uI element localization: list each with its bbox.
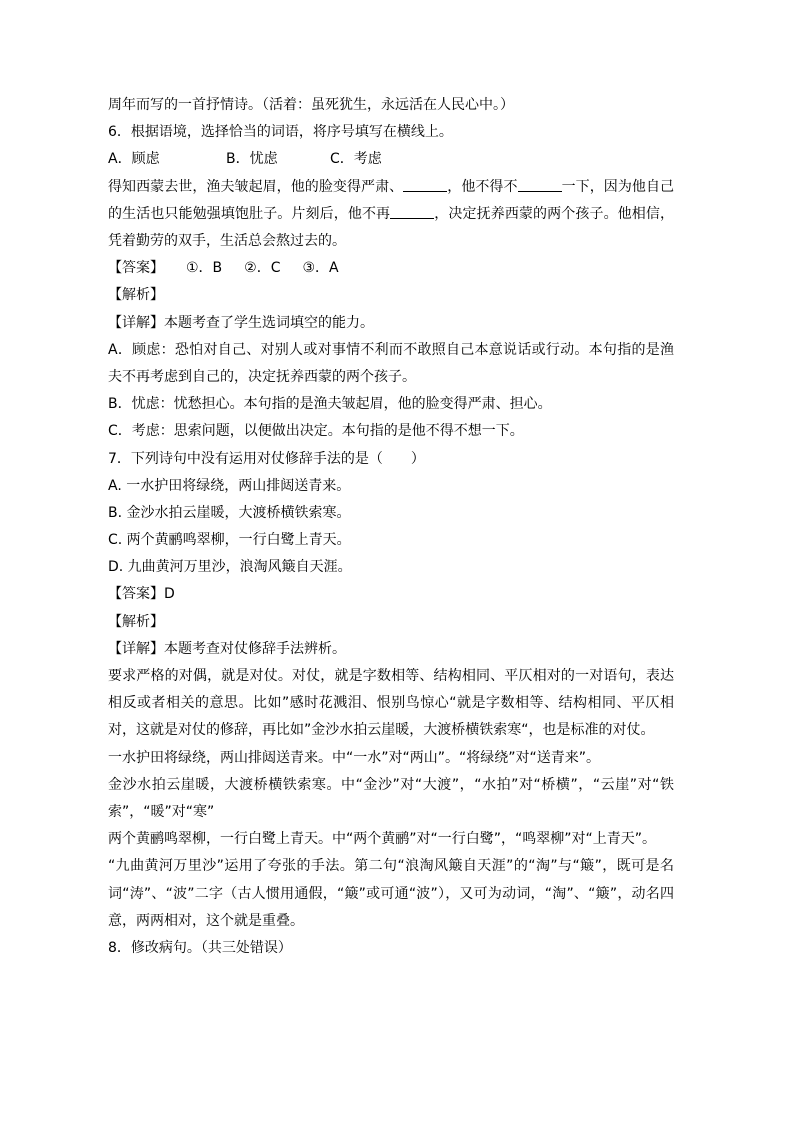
q7-option-d: D. 九曲黄河万里沙，浪淘风簸自天涯。 bbox=[108, 559, 352, 576]
question-6-analysis-label: 【解析】 bbox=[108, 287, 164, 304]
question-6-explanation-b: B．忧虑：忧愁担心。本句指的是渔夫皱起眉，他的脸变得严肃、担心。 bbox=[108, 396, 552, 413]
q7-option-c: C. 两个黄鹂鸣翠柳，一行白鹭上青天。 bbox=[108, 532, 351, 549]
question-6-explanation-c: C．考虑：思索问题，以便做出决定。本句指的是他不得不想一下。 bbox=[108, 423, 524, 440]
question-7-paragraph-2: 一水护田将绿绕，两山排闼送青来。中“一水”对“两山”。“将绿绕”对“送青来”。 bbox=[108, 749, 601, 766]
question-7-paragraph-3: 金沙水拍云崖暖，大渡桥横铁索寒。中“金沙”对“大渡”，“水拍”对“桥横”，“云崖”对“铁索”，“暖”对“寒” bbox=[108, 776, 674, 821]
document-page bbox=[108, 92, 674, 962]
question-7-title: 7．下列诗句中没有运用对仗修辞手法的是（ ） bbox=[108, 450, 425, 467]
q6-answer-1: ①．B bbox=[186, 260, 223, 277]
q6-answer-2: ②．C bbox=[244, 260, 281, 277]
q6-answer-3: ③．A bbox=[302, 260, 339, 277]
question-6-detail: 【详解】本题考查了学生选词填空的能力。 bbox=[108, 314, 374, 331]
q6-blank-3 bbox=[390, 204, 434, 219]
question-6-explanation-a: A．顾虑：恐怕对自己、对别人或对事情不利而不敢照自己本意说话或行动。本句指的是渔夫不再考虑到自己的，决定抚养西蒙的两个孩子。 bbox=[108, 341, 674, 385]
q7-option-a: A. 一水护田将绿绕，两山排闼送青来。 bbox=[108, 477, 351, 494]
q6-blank-2 bbox=[518, 177, 562, 192]
q6-passage-part-4: ，决定抚养西蒙的两个孩子。他相信，凭着勤劳的双手，生活总会熬过去的。 bbox=[108, 205, 675, 249]
q6-passage-part-3: 一下，因为他自己的生活也只能勉强填饱肚子。片刻后，他不再 bbox=[108, 178, 675, 222]
q6-option-c: C．考虑 bbox=[330, 151, 382, 168]
q6-blank-1 bbox=[403, 177, 447, 192]
q7-option-b: B. 金沙水拍云崖暖，大渡桥横铁索寒。 bbox=[108, 504, 351, 521]
q6-option-a: A．顾虑 bbox=[108, 151, 160, 168]
question-7-paragraph-5: “九曲黄河万里沙”运用了夸张的手法。第二句“浪淘风簸自天涯”的“淘”与“簸”，既可是名词“涛”、“波”二字（古人惯用通假，“簸”或可通“波”），又可为动词，“淘”、“簸”，动名四意，两两相对，这个就是重叠。 bbox=[108, 858, 674, 929]
question-7-analysis-label: 【解析】 bbox=[108, 613, 164, 630]
intro-tail-line: 周年而写的一首抒情诗。（活着：虽死犹生，永远活在人民心中。） bbox=[108, 97, 514, 113]
q6-passage-part-2: ，他不得不 bbox=[447, 178, 518, 195]
question-7-answer: 【答案】D bbox=[108, 586, 175, 603]
question-7-paragraph-1: 要求严格的对偶，就是对仗。对仗，就是字数相等、结构相同、平仄相对的一对语句，表达相反或者相关的意思。比如”感时花溅泪、恨别鸟惊心“就是字数相等、结构相同、平仄相对，这就是对仗的修辞，再比如”金沙水拍云崖暖，大渡桥横铁索寒“，也是标准的对仗。 bbox=[108, 668, 674, 739]
question-7-detail: 【详解】本题考查对仗修辞手法辨析。 bbox=[108, 640, 346, 657]
q6-answer-label: 【答案】 bbox=[108, 260, 164, 277]
q6-option-b: B．忧虑 bbox=[226, 151, 278, 168]
q6-passage-part-1: 得知西蒙去世，渔夫皱起眉，他的脸变得严肃、 bbox=[108, 178, 404, 195]
question-6-passage bbox=[108, 174, 674, 256]
question-6-title: 6．根据语境，选择恰当的词语，将序号填写在横线上。 bbox=[108, 124, 453, 141]
question-7-paragraph-4: 两个黄鹂鸣翠柳，一行白鹭上青天。中“两个黄鹂”对“一行白鹭”，“鸣翠柳”对“上青天”。 bbox=[108, 831, 657, 848]
question-6-options bbox=[108, 146, 674, 173]
question-8-title: 8．修改病句。（共三处错误） bbox=[108, 940, 292, 957]
question-6-answer bbox=[108, 255, 674, 282]
